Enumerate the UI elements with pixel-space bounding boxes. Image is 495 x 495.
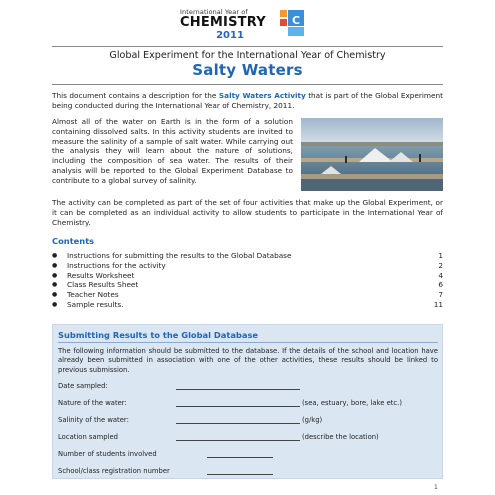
toc-item-label: Instructions for submitting the results to the Global Database [67, 251, 292, 260]
bullet-icon: ● [52, 300, 58, 308]
logo-wordmark [180, 8, 280, 41]
field-number-of-students [58, 449, 438, 459]
number-of-students-input[interactable] [207, 457, 273, 458]
submission-divider [58, 342, 438, 343]
toc-item-page: 11 [433, 299, 443, 309]
toc-item-label: Instructions for the activity [67, 260, 166, 270]
field-label: Date sampled: [58, 382, 108, 390]
field-location-sampled [58, 432, 438, 442]
submission-heading: Submitting Results to the Global Database [58, 330, 259, 340]
toc-item[interactable] [52, 251, 443, 261]
toc-item-page: 6 [438, 280, 443, 290]
toc-item[interactable] [52, 271, 443, 281]
field-salinity [58, 415, 438, 425]
field-label: Nature of the water: [58, 399, 127, 407]
field-label: School/class registration number [58, 467, 170, 475]
field-note: (g/kg) [302, 416, 323, 424]
bullet-icon: ● [52, 281, 58, 289]
location-sampled-input[interactable] [176, 440, 300, 441]
iyc-2011-logo [180, 8, 320, 42]
intro-text-after: that is part of the Global Experiment being conducted during the International Year of Chemistry, 2011. [52, 91, 444, 110]
nature-of-water-input[interactable] [176, 406, 300, 407]
bullet-icon: ● [52, 271, 58, 279]
logo-line-3: 2011 [216, 30, 244, 41]
date-sampled-input[interactable] [176, 389, 300, 390]
bullet-icon: ● [52, 291, 58, 299]
submission-panel [52, 324, 443, 479]
toc-item[interactable] [52, 300, 443, 310]
toc-item-page: 1 [438, 251, 443, 260]
svg-text:C: C [291, 14, 301, 27]
submission-instructions: The following information should be submitted to the database. If the details of the school and location have already been submitted in association with one of the other activities, these results should be linked to previous submission. [58, 347, 438, 374]
table-of-contents [52, 251, 443, 310]
header-rule-bottom [52, 84, 443, 85]
field-label: Number of students involved [58, 450, 157, 458]
toc-item[interactable] [52, 261, 443, 271]
toc-item-label: Teacher Notes [67, 290, 119, 300]
logo-line-1: International Year of [180, 8, 248, 16]
salt-pans-photo [301, 118, 443, 191]
toc-item-label: Results Worksheet [67, 270, 135, 280]
field-nature-of-water [58, 398, 438, 408]
logo-line-2: CHEMISTRY [180, 15, 266, 30]
registration-number-input[interactable] [207, 474, 273, 475]
body-paragraph-1: Almost all of the water on Earth is in the form of a solution containing dissolved salts. In this activity students are invited to measure the salinity of a sample of salt water. While carrying out the analysis they will learn about the nature of solutions, including the composition of sea water. The results of their analysis will be reported to the Global Experiment Database to contribute to a global survey of salinity. [52, 117, 293, 185]
document-subtitle: Global Experiment for the International Year of Chemistry [109, 50, 386, 61]
field-label: Location sampled [58, 433, 118, 441]
field-note: (describe the location) [302, 433, 379, 441]
bullet-icon: ● [52, 261, 58, 269]
field-registration-number [58, 466, 438, 476]
toc-item-page: 2 [438, 260, 443, 270]
toc-item-page: 7 [438, 290, 443, 300]
body-paragraph-2: The activity can be completed as part of the set of four activities that make up the Global Experiment, or it can be completed as an individual activity to allow students to participate in the International Year of Chemistry. [52, 198, 443, 227]
field-note: (sea, estuary, bore, lake etc.) [302, 399, 402, 407]
toc-item-page: 4 [438, 270, 443, 280]
chemistry-logo-icon [280, 10, 304, 36]
field-date-sampled [58, 381, 438, 391]
toc-item-label: Class Results Sheet [67, 280, 139, 290]
toc-item[interactable] [52, 290, 443, 300]
contents-heading: Contents [52, 236, 95, 246]
page-number: 1 [434, 484, 438, 491]
toc-item[interactable] [52, 280, 443, 290]
salinity-input[interactable] [176, 423, 300, 424]
field-label: Salinity of the water: [58, 416, 129, 424]
toc-item-label: Sample results. [67, 299, 124, 309]
intro-text-before: This document contains a description for the [52, 91, 219, 100]
intro-paragraph [52, 91, 443, 111]
header-rule-top [52, 46, 443, 47]
document-title: Salty Waters [192, 61, 303, 79]
intro-highlight: Salty Waters Activity [218, 91, 306, 100]
bullet-icon: ● [52, 252, 58, 259]
